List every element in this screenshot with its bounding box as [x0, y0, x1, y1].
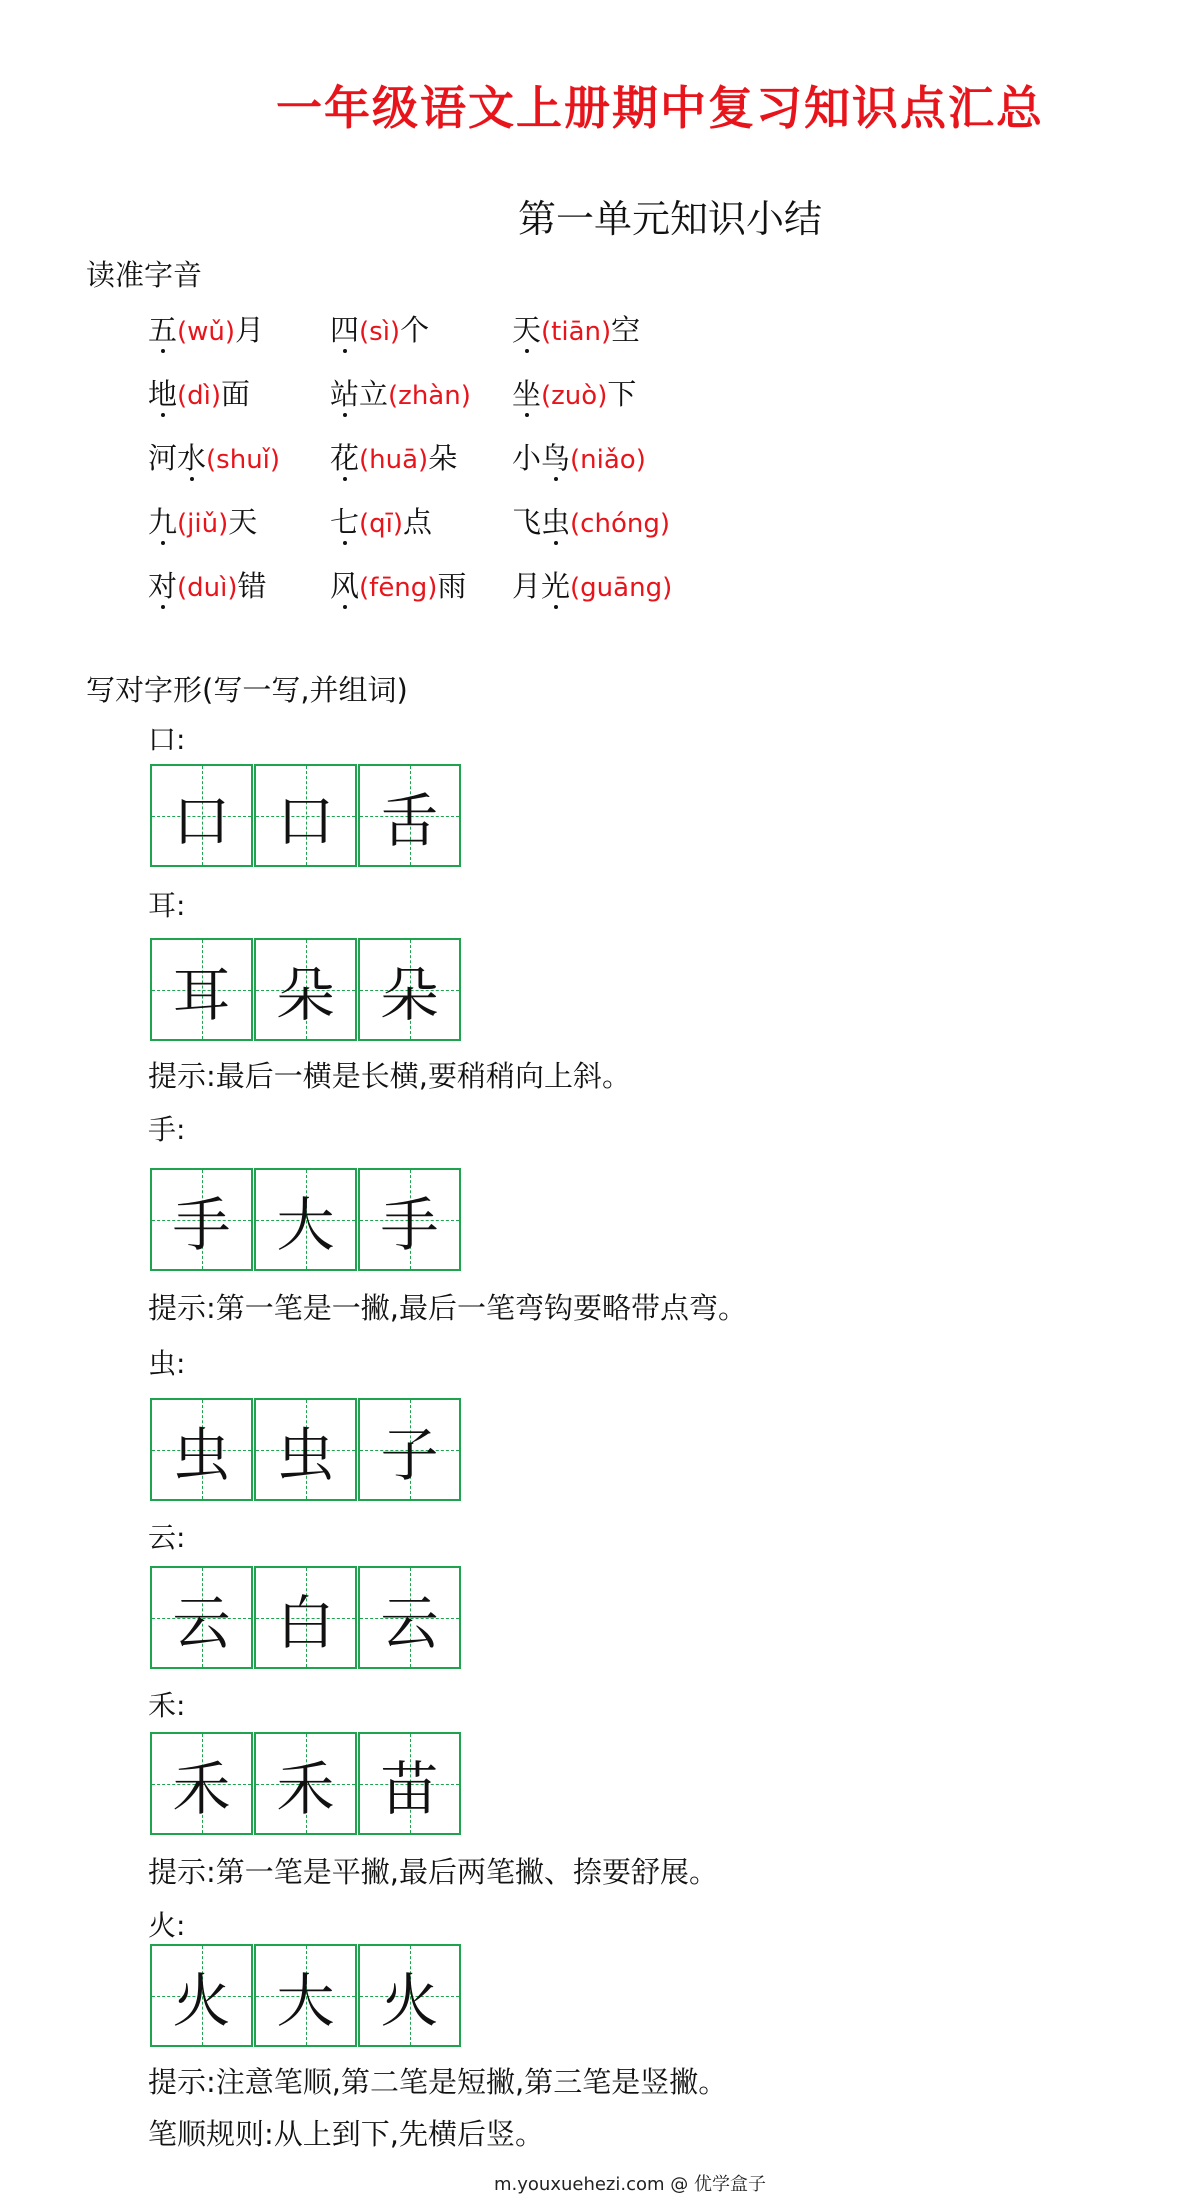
pinyin-text: (huā): [359, 445, 429, 475]
tianzige-cell: [150, 1398, 253, 1501]
entry-label: 云:: [148, 1521, 186, 1554]
pinyin-word: [512, 502, 694, 544]
footer-watermark: m.youxuehezi.com @ 优学盒子: [493, 2174, 766, 2195]
target-char: 花: [330, 441, 360, 475]
pinyin-word: [148, 566, 330, 608]
word-char: 下: [607, 377, 637, 411]
tianzige-cell: [254, 938, 357, 1041]
word-char: 空: [611, 313, 641, 347]
tianzige-cell: [358, 1566, 461, 1669]
word-char: 立: [359, 377, 389, 411]
entry-label: 耳:: [148, 889, 186, 922]
target-char: 鸟: [541, 441, 571, 475]
pinyin-text: (shuǐ): [206, 445, 281, 475]
tianzige-cell: [150, 938, 253, 1041]
char-grid: [150, 1732, 462, 1835]
char-grid: [150, 1168, 462, 1271]
tip-text: 提示:最后一横是长横,要稍稍向上斜。: [148, 1059, 631, 1093]
tianzige-cell: [358, 1398, 461, 1501]
target-char: 五: [148, 313, 178, 347]
grid-char: 苗: [380, 1754, 439, 1823]
target-char: 对: [148, 569, 178, 603]
pinyin-text: (zuò): [541, 381, 608, 411]
target-char: 天: [512, 313, 542, 347]
tianzige-cell: [254, 1732, 357, 1835]
tianzige-cell: [254, 1398, 357, 1501]
target-char: 九: [148, 505, 178, 539]
stroke-order-rule: 笔顺规则:从上到下,先横后竖。: [148, 2117, 544, 2151]
pinyin-text: (chóng): [570, 509, 670, 539]
grid-char: 虫: [172, 1420, 231, 1489]
entry-label: 手:: [148, 1113, 186, 1146]
char-grid: [150, 1566, 462, 1669]
pinyin-word: [330, 566, 512, 608]
grid-char: 云: [380, 1588, 439, 1657]
target-char: 虫: [541, 505, 571, 539]
char-grid: [150, 764, 462, 867]
word-char: 雨: [437, 569, 467, 603]
pinyin-text: (duì): [177, 573, 238, 603]
pinyin-word: [330, 502, 512, 544]
word-char: 面: [221, 377, 251, 411]
word-char: 天: [228, 505, 258, 539]
pinyin-word: [512, 310, 694, 352]
grid-char: 朵: [380, 960, 439, 1029]
pinyin-section-heading: 读准字音: [86, 258, 203, 292]
tianzige-cell: [254, 764, 357, 867]
grid-char: 大: [276, 1190, 335, 1259]
pinyin-word: [330, 438, 512, 480]
tianzige-cell: [150, 1566, 253, 1669]
grid-char: 火: [380, 1966, 439, 2035]
grid-char: 朵: [276, 960, 335, 1029]
tip-text: 提示:注意笔顺,第二笔是短撇,第三笔是竖撇。: [148, 2065, 728, 2099]
grid-char: 耳: [172, 960, 231, 1029]
pinyin-table: [148, 310, 694, 630]
word-char: 河: [148, 441, 178, 475]
entry-label: 口:: [148, 723, 186, 756]
grid-char: 白: [276, 1588, 335, 1657]
grid-char: 口: [276, 786, 335, 855]
target-char: 站: [330, 377, 360, 411]
tianzige-cell: [254, 1566, 357, 1669]
pinyin-text: (jiǔ): [177, 509, 229, 539]
grid-char: 手: [380, 1190, 439, 1259]
target-char: 坐: [512, 377, 542, 411]
pinyin-text: (sì): [359, 317, 401, 347]
target-char: 四: [330, 313, 360, 347]
tianzige-cell: [358, 1732, 461, 1835]
grid-char: 舌: [380, 786, 439, 855]
pinyin-word: [330, 310, 512, 352]
pinyin-word: [148, 310, 330, 352]
pinyin-word: [512, 566, 694, 608]
grid-char: 云: [172, 1588, 231, 1657]
grid-char: 禾: [172, 1754, 231, 1823]
target-char: 光: [541, 569, 571, 603]
target-char: 风: [330, 569, 360, 603]
page-title: 一年级语文上册期中复习知识点汇总: [276, 81, 1044, 135]
grid-char: 虫: [276, 1420, 335, 1489]
tianzige-cell: [254, 1944, 357, 2047]
word-char: 飞: [512, 505, 542, 539]
grid-char: 口: [172, 786, 231, 855]
entry-label: 禾:: [148, 1689, 186, 1722]
char-grid: [150, 1398, 462, 1501]
writing-section-heading: 写对字形(写一写,并组词): [86, 673, 408, 707]
word-char: 小: [512, 441, 542, 475]
char-grid: [150, 1944, 462, 2047]
pinyin-row: [148, 374, 694, 416]
tianzige-cell: [150, 1168, 253, 1271]
grid-char: 子: [380, 1420, 439, 1489]
tianzige-cell: [150, 1732, 253, 1835]
grid-char: 手: [172, 1190, 231, 1259]
grid-char: 火: [172, 1966, 231, 2035]
entry-label: 虫:: [148, 1347, 186, 1380]
pinyin-text: (tiān): [541, 317, 612, 347]
word-char: 个: [400, 313, 430, 347]
pinyin-word: [330, 374, 512, 416]
char-grid: [150, 938, 462, 1041]
entry-label: 火:: [148, 1909, 186, 1942]
tianzige-cell: [358, 1168, 461, 1271]
tianzige-cell: [358, 1944, 461, 2047]
tianzige-cell: [150, 1944, 253, 2047]
pinyin-row: [148, 438, 694, 480]
word-char: 月: [235, 313, 265, 347]
pinyin-text: (zhàn): [388, 381, 471, 411]
word-char: 朵: [428, 441, 458, 475]
pinyin-text: (fēng): [359, 573, 438, 603]
pinyin-row: [148, 310, 694, 352]
pinyin-row: [148, 566, 694, 608]
pinyin-word: [512, 374, 694, 416]
target-char: 水: [177, 441, 207, 475]
target-char: 七: [330, 505, 360, 539]
tip-text: 提示:第一笔是一撇,最后一笔弯钩要略带点弯。: [148, 1291, 747, 1325]
pinyin-row: [148, 502, 694, 544]
unit-subtitle: 第一单元知识小结: [517, 197, 822, 241]
pinyin-text: (qī): [359, 509, 404, 539]
grid-char: 禾: [276, 1754, 335, 1823]
pinyin-text: (dì): [177, 381, 222, 411]
pinyin-word: [148, 374, 330, 416]
tianzige-cell: [358, 938, 461, 1041]
tianzige-cell: [358, 764, 461, 867]
pinyin-text: (niǎo): [570, 445, 646, 475]
pinyin-word: [512, 438, 694, 480]
word-char: 点: [403, 505, 433, 539]
word-char: 错: [237, 569, 267, 603]
pinyin-text: (guāng): [570, 573, 673, 603]
pinyin-text: (wǔ): [177, 317, 236, 347]
tianzige-cell: [254, 1168, 357, 1271]
pinyin-word: [148, 438, 330, 480]
target-char: 地: [148, 377, 178, 411]
pinyin-word: [148, 502, 330, 544]
tip-text: 提示:第一笔是平撇,最后两笔撇、捺要舒展。: [148, 1855, 718, 1889]
tianzige-cell: [150, 764, 253, 867]
word-char: 月: [512, 569, 542, 603]
grid-char: 大: [276, 1966, 335, 2035]
